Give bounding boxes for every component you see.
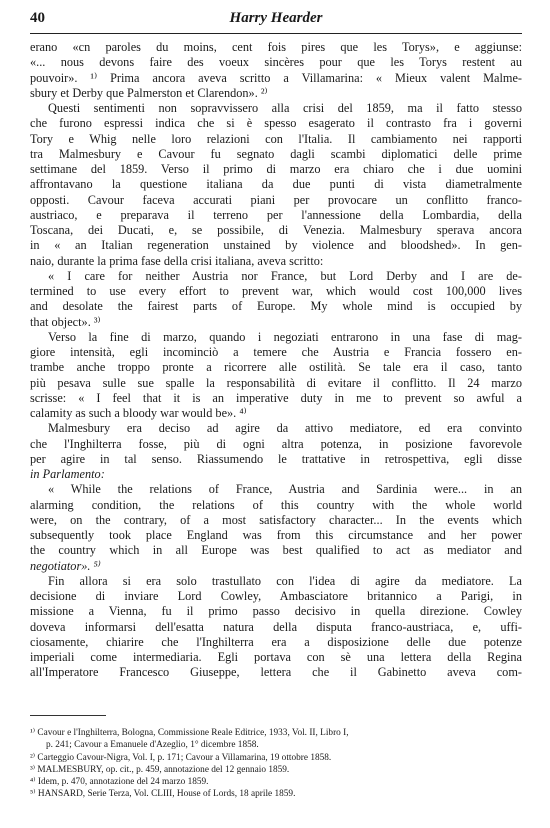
text-line: naio, durante la prima fase della crisi italiana, aveva scritto: bbox=[30, 253, 324, 268]
footnote-rule bbox=[30, 715, 106, 716]
footnotes bbox=[30, 727, 522, 801]
text-line: giore intensità, egli incominciò a temere che Austria e Francia fossero en- bbox=[30, 345, 522, 359]
body-text bbox=[30, 40, 522, 681]
text-line: settimane del 1859. Verso il primo di marzo era chiaro che i due uomini bbox=[30, 162, 522, 176]
running-title: Harry Hearder bbox=[229, 10, 323, 26]
text-line: decisione di inviare Lord Cowley, Ambasciatore britannico a Parigi, in bbox=[30, 589, 522, 603]
footnote-line: ⁴⁾ Idem, p. 470, annotazione del 24 marzo 1859. bbox=[30, 777, 209, 788]
footnote-line: p. 241; Cavour a Emanuele d'Azeglio, 1° dicembre 1858. bbox=[46, 740, 259, 751]
text-line: affrontavano la questione italiana da due punti di vista diametralmente bbox=[30, 177, 522, 192]
text-line: doveva informarsi dell'esatta natura della disputa franco-austriaca, e, uffi- bbox=[30, 619, 522, 634]
footnote-line: ²⁾ Carteggio Cavour-Nigra, Vol. I, p. 171; Cavour a Villamarina, 19 ottobre 1858. bbox=[30, 752, 332, 763]
text-line: in « an Italian regeneration unstained by violence and bloodshed». In gen- bbox=[30, 238, 522, 253]
text-line: che furono espressi indica che si è spesso esagerato il contrasto fra i governi bbox=[30, 116, 522, 131]
text-line: Verso la fine di marzo, quando i negoziati entrarono in una fase di mag- bbox=[48, 329, 522, 344]
text-line: termined to use every effort to prevent war, which would cost 100,000 lives bbox=[30, 284, 522, 298]
text-line: alarming condition, the relations of this country with the whole world bbox=[30, 497, 522, 512]
text-line: austriaco, e preparava il terreno per l'annessione della Lombardia, della bbox=[30, 207, 522, 222]
text-line: pouvoir». ¹⁾ Prima ancora aveva scritto a Villamarina: « Mieux valent Malme- bbox=[30, 70, 522, 85]
text-line: that object». ³⁾ bbox=[30, 314, 101, 329]
text-line: in Parlamento: bbox=[30, 467, 105, 481]
text-line: che l'Inghilterra fosse, più di ogni altra potenza, in posizione favorevole bbox=[30, 436, 522, 451]
text-line: negotiator». ⁵⁾ bbox=[30, 558, 101, 573]
text-line: ciosamente, chiarire che l'Inghilterra era a disposizione delle due potenze bbox=[30, 634, 522, 649]
page-header bbox=[30, 10, 522, 30]
text-line: missione a Vienna, fu il primo passo decisivo in quella direzione. Cowley bbox=[30, 604, 522, 619]
text-line: Tory e Whig nelle loro relazioni con l'Italia. Il cambiamento nei rapporti bbox=[30, 131, 522, 146]
header-rule bbox=[30, 33, 522, 34]
text-line: più pesava sulle sue spalle la responsabilità di evitare il conflitto. Il 24 marzo bbox=[30, 375, 522, 390]
page-number: 40 bbox=[30, 10, 45, 26]
text-line: all'Imperatore Francesco Giuseppe, lettera che il Gabinetto aveva com- bbox=[30, 665, 522, 680]
text-line: Questi sentimenti non sopravvissero alla crisi del 1859, ma il fatto stesso bbox=[48, 101, 522, 115]
text-line: per agire in tal senso. Riassumendo le trattative in retrospettiva, egli disse bbox=[30, 451, 522, 466]
text-line: and desolate the fairest parts of Europe. My whole mind is occupied by bbox=[30, 299, 522, 314]
text-line: the country which in all Europe was best qualified to act as mediator and bbox=[30, 543, 522, 558]
text-line: opposti. Cavour faceva accurati piani per provocare un conflitto franco- bbox=[30, 192, 522, 207]
text-line: calamity as such a bloody war would be». ⁴⁾ bbox=[30, 406, 247, 420]
footnote-line: ⁵⁾ HANSARD, Serie Terza, Vol. CLIII, House of Lords, 18 aprile 1859. bbox=[30, 789, 296, 800]
text-line: subsequently took place England was from this circumstance and her power bbox=[30, 528, 522, 542]
text-line: were, on the contrary, of a most satisfactory character... In the events which bbox=[30, 512, 522, 527]
text-line: « I care for neither Austria nor France, but Lord Derby and I are de- bbox=[48, 268, 522, 283]
text-line: erano «cn paroles du moins, cent fois pires que les Torys», e aggiunse: bbox=[30, 40, 522, 54]
text-line: Fin allora si era solo trastullato con l'idea di agire da mediatore. La bbox=[48, 573, 522, 588]
footnote-line: ¹⁾ Cavour e l'Inghilterra, Bologna, Commissione Reale Editrice, 1933, Vol. II, Libro I, bbox=[30, 728, 349, 738]
text-line: imperiali come intermediaria. Egli portava con sè una lettera della Regina bbox=[30, 650, 522, 664]
footnote-line: ³⁾ MALMESBURY, op. cit., p. 459, annotazione del 12 gennaio 1859. bbox=[30, 764, 290, 775]
text-line: Toscana, dei Ducati, e, se possibile, di Venezia. Malmesbury sperava ancora bbox=[30, 223, 522, 237]
text-line: scrisse: « I feel that it is an imperative duty in me to prevent so awful a bbox=[30, 390, 522, 405]
text-line: «... nous devons faire des voeux sincères pour que les Torys restent au bbox=[30, 55, 522, 70]
text-line: tra Malmesbury e Cavour fu segnato dagli scambi diplomatici delle prime bbox=[30, 146, 522, 161]
text-line: « While the relations of France, Austria and Sardinia were... in an bbox=[48, 482, 522, 497]
text-line: trambe anche troppo pronte a ricorrere alle ostilità. Se tale era il caso, tanto bbox=[30, 360, 522, 375]
text-line: sbury et Derby que Palmerston et Clarendon». ²⁾ bbox=[30, 85, 268, 100]
text-line: Malmesbury era deciso ad agire da attivo mediatore, ed era convinto bbox=[48, 421, 522, 436]
